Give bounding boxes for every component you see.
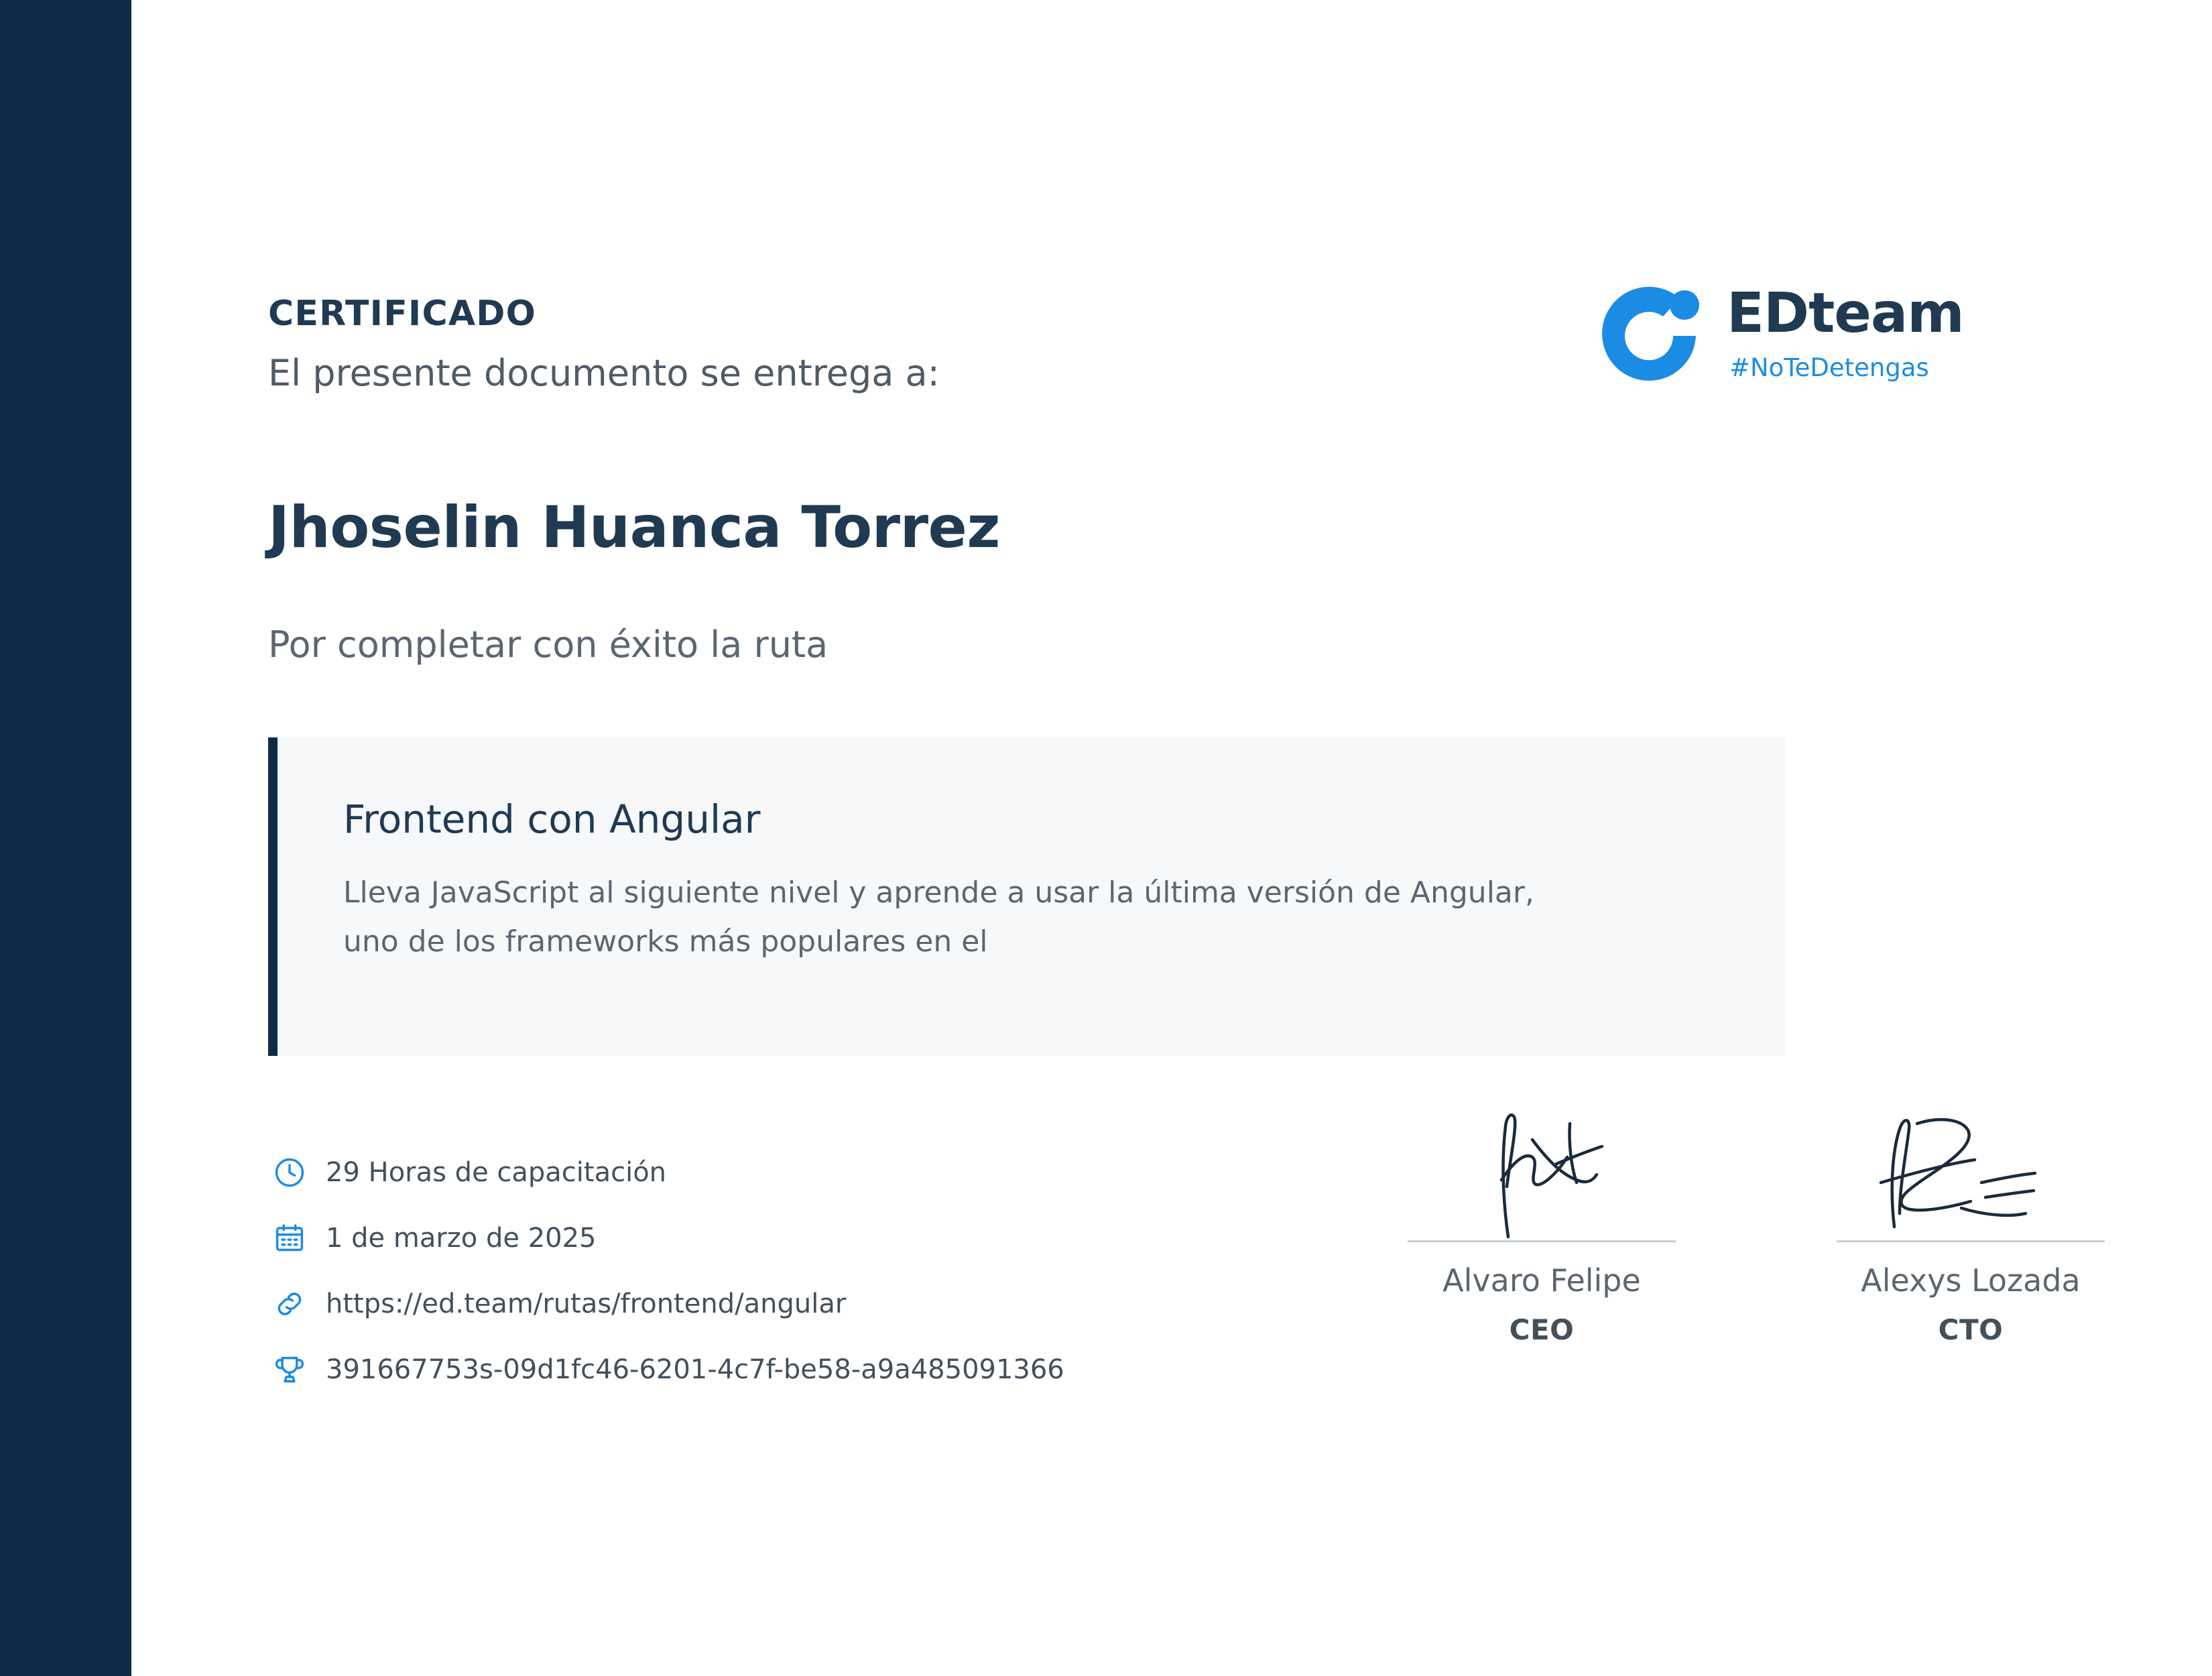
meta-text-hours: 29 Horas de capacitación [326,1157,667,1188]
course-title: Frontend con Angular [343,796,761,842]
meta-text-code: 391667753s-09d1fc46-6201-4c7f-be58-a9a485091366 [326,1354,1064,1385]
certificate-label: CERTIFICADO [268,294,537,334]
signature-drawing-ceo [1401,1099,1682,1240]
signature-role-ceo: CEO [1509,1313,1575,1346]
edteam-logo-text: EDteam [1727,282,1964,345]
course-card [268,737,1786,1056]
meta-row-date [268,1205,1408,1271]
signature-line-cto [1837,1240,2105,1242]
meta-text-date: 1 de marzo de 2025 [326,1223,597,1254]
certificate-reason: Por completar con éxito la ruta [268,623,828,666]
course-description: Lleva JavaScript al siguiente nivel y aprende a usar la última versión de Angular, uno de los frameworks más populares en el [343,876,1534,959]
signature-name-ceo: Alvaro Felipe [1442,1262,1641,1299]
signature-block-ceo [1401,1099,1682,1346]
certificate-subtitle: El presente documento se entrega a: [268,352,940,395]
meta-row-code [268,1337,1408,1402]
calendar-icon [268,1217,311,1260]
trophy-icon [268,1348,311,1391]
certificate-header [268,295,1274,396]
meta-row-hours [268,1140,1408,1205]
signature-line-ceo [1408,1240,1676,1242]
link-icon [268,1282,311,1325]
signature-area [1401,1099,2111,1346]
meta-row-url[interactable] [268,1271,1408,1337]
signature-role-cto: CTO [1938,1313,2004,1346]
clock-icon [268,1151,311,1194]
edteam-logo [1595,272,2024,412]
left-accent-bar [0,0,131,1676]
certificate-metadata [268,1140,1408,1402]
recipient-name: Jhoselin Huanca Torrez [268,494,1000,561]
meta-text-url[interactable]: https://ed.team/rutas/frontend/angular [326,1289,847,1319]
certificate-content [268,0,2118,1676]
signature-block-cto [1830,1099,2111,1346]
signature-name-cto: Alexys Lozada [1861,1262,2081,1299]
signature-drawing-cto [1830,1099,2111,1240]
edteam-logo-mark-icon [1595,278,1707,390]
edteam-logo-tagline: #NoTeDetengas [1729,353,1929,382]
